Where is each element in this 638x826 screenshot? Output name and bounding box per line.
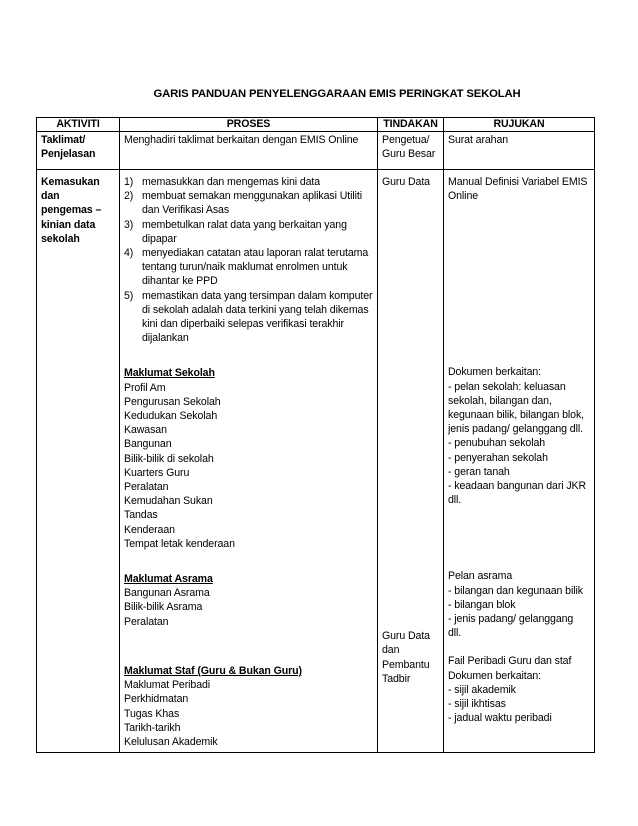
table-row-kemasukan — [37, 170, 595, 753]
rujukan-line: - penubuhan sekolah — [448, 437, 546, 450]
rujukan-line: - penyerahan sekolah — [448, 451, 548, 464]
step-number: 2) — [124, 190, 134, 203]
step-number: 4) — [124, 247, 134, 260]
list-item: Kawasan — [124, 424, 167, 437]
tindakan-line: Pengetua/ — [382, 134, 430, 146]
list-item — [124, 246, 373, 289]
step-text: dan Verifikasi Asas — [142, 204, 230, 217]
guideline-table — [36, 117, 595, 753]
list-item: Bilik-bilik Asrama — [124, 601, 203, 614]
section-heading-staf: Maklumat Staf (Guru & Bukan Guru) — [124, 664, 302, 677]
list-item: Tandas — [124, 509, 158, 522]
aktiviti-line: sekolah — [41, 232, 80, 245]
aktiviti-line: kinian data — [41, 218, 96, 231]
process-steps — [124, 175, 373, 345]
section-heading-asrama: Maklumat Asrama — [124, 573, 213, 586]
list-item — [124, 189, 373, 217]
spacer — [448, 203, 590, 365]
proses-cell: Menghadiri taklimat berkaitan dengan EMIS Online — [120, 132, 378, 170]
spacer — [124, 629, 373, 643]
aktiviti-line: dan — [41, 190, 60, 203]
step-text: di sekolah adalah data terkini yang telah dikemas — [142, 303, 369, 316]
rujukan-line: kegunaan bilik, bilangan blok, — [448, 409, 584, 422]
spacer — [448, 507, 590, 569]
step-number: 5) — [124, 289, 134, 302]
spacer — [382, 189, 439, 629]
rujukan-line: jenis padang/ gelanggang dll. — [448, 423, 583, 436]
table-header-row — [37, 118, 595, 132]
step-text: membuat semakan menggunakan aplikasi Utiliti — [142, 190, 362, 203]
aktiviti-line: Taklimat/ — [41, 134, 86, 146]
rujukan-line: Online — [448, 190, 479, 203]
rujukan-line: Fail Peribadi Guru dan staf — [448, 655, 572, 668]
header-tindakan: TINDAKAN — [378, 118, 444, 132]
rujukan-line: Pelan asrama — [448, 570, 513, 583]
rujukan-line: Dokumen berkaitan: — [448, 669, 542, 682]
rujukan-line: - jenis padang/ gelanggang — [448, 613, 574, 626]
list-item: Tempat letak kenderaan — [124, 537, 235, 550]
rujukan-line: - pelan sekolah: keluasan — [448, 380, 566, 393]
tindakan-cell — [378, 132, 444, 170]
header-rujukan: RUJUKAN — [444, 118, 595, 132]
section-heading-sekolah: Maklumat Sekolah — [124, 367, 215, 380]
rujukan-cell — [444, 170, 595, 753]
step-number: 3) — [124, 218, 134, 231]
step-text: dipapar — [142, 232, 177, 245]
list-item — [124, 289, 373, 346]
aktiviti-line: pengemas – — [41, 204, 102, 217]
rujukan-line: - sijil akademik — [448, 683, 516, 696]
step-text: memastikan data yang tersimpan dalam komputer — [142, 289, 373, 302]
rujukan-cell: Surat arahan — [444, 132, 595, 170]
list-item: Peralatan — [124, 481, 169, 494]
list-item — [124, 218, 373, 246]
rujukan-line: - sijil ikhtisas — [448, 698, 506, 711]
rujukan-line: sekolah, bilangan dan, — [448, 394, 552, 407]
table-row-taklimat — [37, 132, 595, 170]
rujukan-line: - keadaan bangunan dari JKR — [448, 480, 587, 493]
spacer — [124, 643, 373, 664]
spacer — [124, 345, 373, 366]
aktiviti-cell — [37, 132, 120, 170]
list-item: Kuarters Guru — [124, 466, 190, 479]
rujukan-line: dll. — [448, 627, 462, 640]
step-text: kini dan diperbaiki selepas verifikasi terakhir — [142, 318, 344, 331]
list-item: Bangunan Asrama — [124, 587, 210, 600]
tindakan-line: Pembantu — [382, 658, 430, 671]
list-item: Bangunan — [124, 438, 172, 451]
aktiviti-line: Kemasukan — [41, 176, 100, 188]
list-item: Pengurusan Sekolah — [124, 395, 221, 408]
proses-cell — [120, 170, 378, 753]
tindakan-line: Guru Besar — [382, 148, 436, 161]
rujukan-line: - bilangan dan kegunaan bilik — [448, 584, 583, 597]
step-text: membetulkan ralat data yang berkaitan yang — [142, 218, 347, 231]
list-item: Maklumat Peribadi — [124, 679, 211, 692]
step-text: dihantar ke PPD — [142, 275, 218, 288]
list-item: Tarikh-tarikh — [124, 721, 181, 734]
spacer — [124, 551, 373, 572]
page-title: GARIS PANDUAN PENYELENGGARAAN EMIS PERINGKAT SEKOLAH — [153, 88, 521, 100]
tindakan-line: Guru Data — [382, 176, 430, 188]
tindakan-cell — [378, 170, 444, 753]
rujukan-line: - jadual waktu peribadi — [448, 712, 552, 725]
header-proses: PROSES — [120, 118, 378, 132]
spacer — [448, 640, 590, 654]
step-text: dijalankan — [142, 332, 189, 345]
list-item: Kenderaan — [124, 523, 175, 536]
step-text: tentang turun/naik maklumat enrolmen untuk — [142, 261, 348, 274]
rujukan-line: Manual Definisi Variabel EMIS — [448, 176, 588, 188]
list-item: Kelulusan Akademik — [124, 735, 218, 748]
step-text: memasukkan dan mengemas kini data — [142, 176, 321, 188]
rujukan-line: - geran tanah — [448, 465, 510, 478]
list-item: Bilik-bilik di sekolah — [124, 452, 214, 465]
rujukan-line: Dokumen berkaitan: — [448, 366, 542, 379]
tindakan-line: Guru Data — [382, 630, 430, 643]
tindakan-line: dan — [382, 644, 400, 657]
rujukan-line: dll. — [448, 494, 462, 507]
list-item: Kedudukan Sekolah — [124, 410, 218, 423]
list-item: Peralatan — [124, 615, 169, 628]
aktiviti-cell — [37, 170, 120, 753]
aktiviti-line: Penjelasan — [41, 148, 96, 161]
list-item — [124, 175, 373, 189]
step-text: menyediakan catatan atau laporan ralat terutama — [142, 247, 369, 260]
rujukan-line: - bilangan blok — [448, 598, 516, 611]
step-number: 1) — [124, 176, 134, 188]
list-item: Tugas Khas — [124, 707, 180, 720]
list-item: Kemudahan Sukan — [124, 495, 213, 508]
tindakan-line: Tadbir — [382, 672, 411, 685]
list-item: Perkhidmatan — [124, 693, 189, 706]
header-aktiviti: AKTIVITI — [37, 118, 120, 132]
list-item: Profil Am — [124, 381, 166, 394]
